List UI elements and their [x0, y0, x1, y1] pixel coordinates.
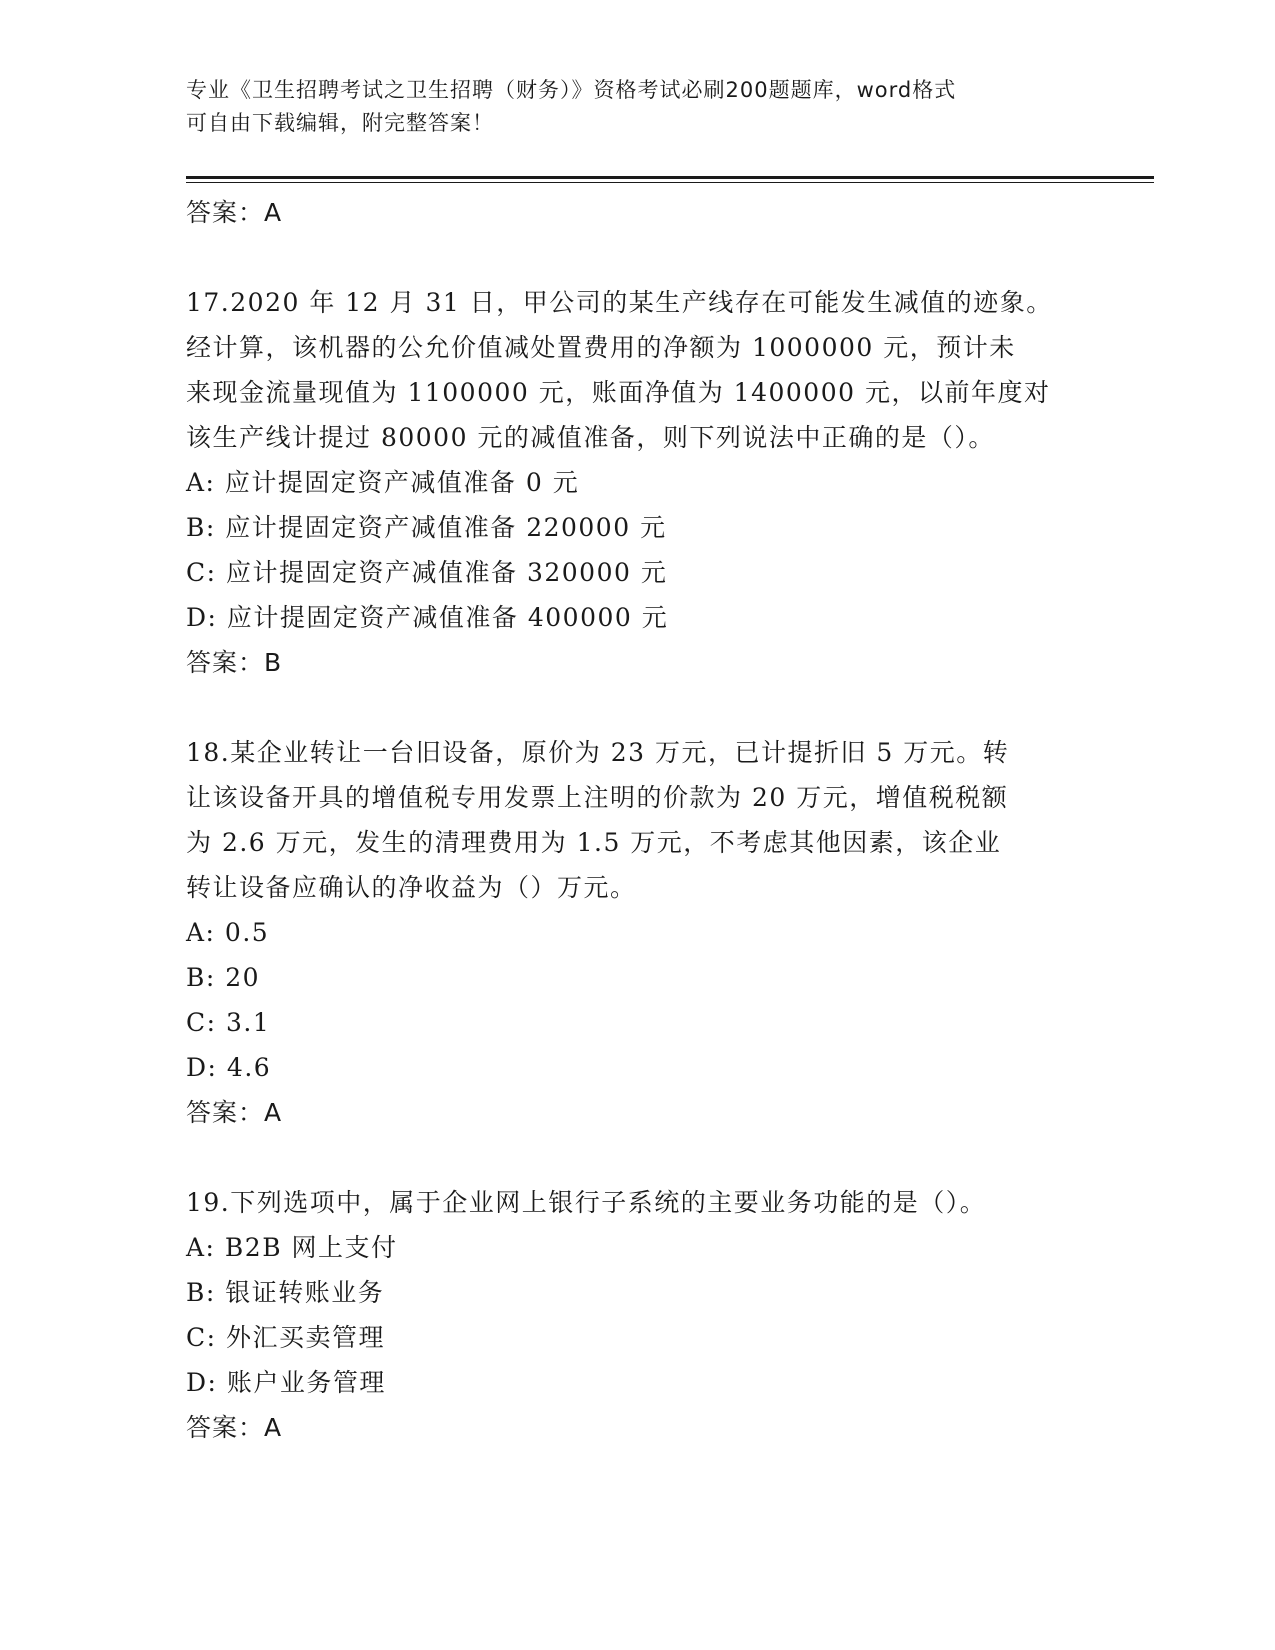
header-title-line-2: 可自由下载编辑，附完整答案！	[186, 111, 494, 135]
option-d: D: 应计提固定资产减值准备 400000 元	[186, 603, 669, 632]
spacer	[186, 1136, 1086, 1180]
header-title-line-1: 专业《卫生招聘考试之卫生招聘（财务）》资格考试必刷200题题库，word格式	[186, 78, 957, 102]
question-18	[186, 730, 1086, 1136]
question-stem-line: 来现金流量现值为 1100000 元，账面净值为 1400000 元，以前年度对	[186, 378, 1051, 407]
question-stem-line: 经计算，该机器的公允价值减处置费用的净额为 1000000 元，预计未	[186, 333, 1016, 362]
question-stem-line: 让该设备开具的增值税专用发票上注明的价款为 20 万元，增值税税额	[186, 783, 1009, 812]
question-19	[186, 1180, 1086, 1451]
answer-label: 答案：B	[186, 648, 283, 677]
header-divider-thin	[186, 182, 1154, 183]
spacer	[186, 686, 1086, 730]
question-stem	[186, 280, 1086, 460]
question-stem-line: 该生产线计提过 80000 元的减值准备，则下列说法中正确的是（）。	[186, 423, 995, 452]
option-b: B: 应计提固定资产减值准备 220000 元	[186, 513, 667, 542]
question-stem-line: 19.下列选项中，属于企业网上银行子系统的主要业务功能的是（）。	[186, 1188, 987, 1217]
question-stem	[186, 1180, 1086, 1225]
option-c: C: 3.1	[186, 1008, 271, 1037]
answer-label: 答案：A	[186, 1413, 283, 1442]
option-a: A: 0.5	[186, 918, 270, 947]
answer-label: 答案：A	[186, 1098, 283, 1127]
header-divider-thick	[186, 176, 1154, 179]
page-header	[186, 74, 1066, 140]
option-a: A: 应计提固定资产减值准备 0 元	[186, 468, 580, 497]
option-a: A: B2B 网上支付	[186, 1233, 398, 1262]
option-b: B: 20	[186, 963, 261, 992]
question-stem-line: 17.2020 年 12 月 31 日，甲公司的某生产线存在可能发生减值的迹象。	[186, 288, 1053, 317]
question-list	[186, 190, 1086, 1451]
previous-question-answer: 答案：A	[186, 198, 283, 227]
question-stem-line: 转让设备应确认的净收益为（）万元。	[186, 873, 637, 902]
option-b: B: 银证转账业务	[186, 1278, 385, 1307]
question-stem-line: 为 2.6 万元，发生的清理费用为 1.5 万元，不考虑其他因素，该企业	[186, 828, 1002, 857]
option-d: D: 账户业务管理	[186, 1368, 386, 1397]
question-stem-line: 18.某企业转让一台旧设备，原价为 23 万元，已计提折旧 5 万元。转	[186, 738, 1010, 767]
question-stem	[186, 730, 1086, 910]
option-c: C: 外汇买卖管理	[186, 1323, 385, 1352]
option-d: D: 4.6	[186, 1053, 272, 1082]
spacer	[186, 236, 1086, 280]
question-17	[186, 280, 1086, 686]
option-c: C: 应计提固定资产减值准备 320000 元	[186, 558, 668, 587]
